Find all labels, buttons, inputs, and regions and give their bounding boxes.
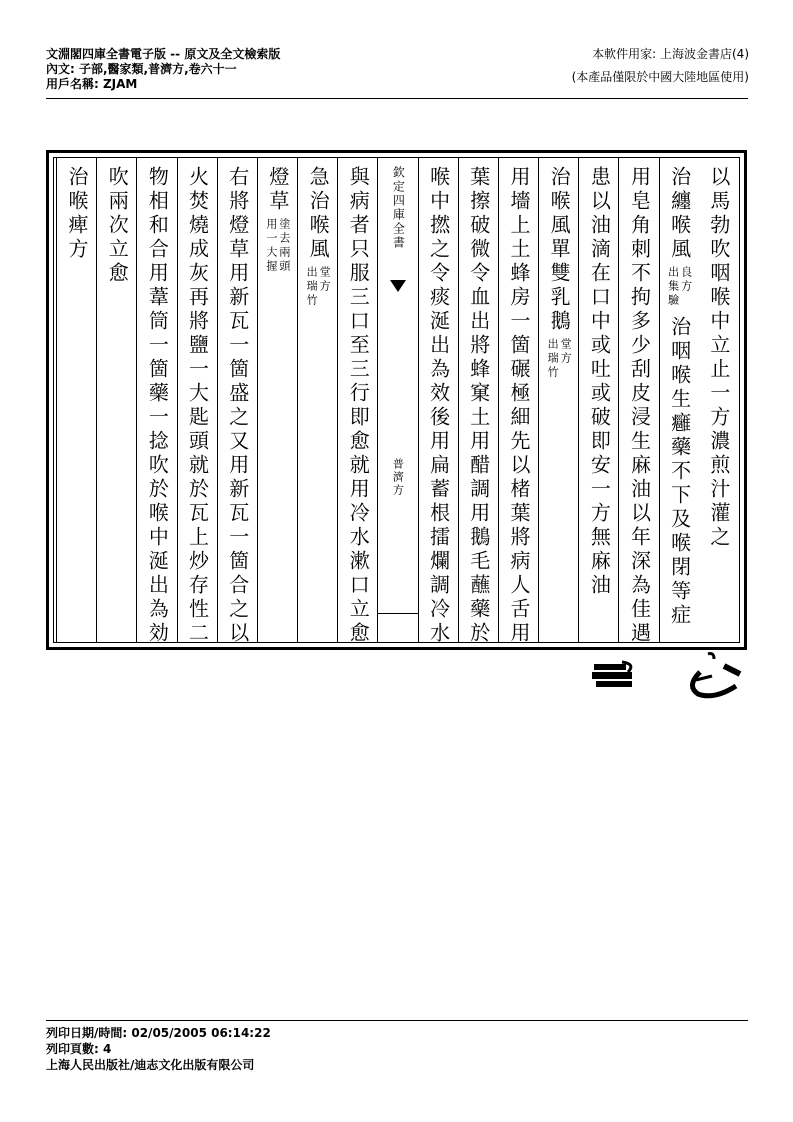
text-column	[538, 158, 578, 642]
header-rule	[46, 98, 748, 99]
column-text: 用墻上土蜂房一箇碾極細先以楮葉將病人舌用	[506, 166, 531, 646]
text-column	[418, 158, 458, 646]
header-region-notice: (本產品僅限於中國大陸地區使用)	[571, 70, 749, 84]
column-text-after: 治咽喉生癰藥不下及喉閉等症	[667, 316, 692, 628]
footer	[46, 1025, 271, 1073]
column-text: 火焚燒成灰再將鹽一大匙頭就於瓦上炒存性二	[185, 166, 210, 646]
annotation	[305, 266, 331, 308]
column-text: 吹兩次立愈	[105, 166, 130, 286]
header-right	[572, 47, 749, 85]
book-subtitle: 普濟方	[391, 458, 405, 497]
annotation-line: 塗去兩頭	[277, 218, 291, 274]
column-text: 右將燈草用新瓦一箇盛之又用新瓦一箇合之以	[225, 166, 250, 646]
text-column	[659, 158, 699, 642]
annotation-line: 堂方	[559, 338, 573, 366]
book-margin-column	[377, 158, 417, 642]
annotation-line: 良方	[679, 266, 693, 294]
column-text: 急治喉風	[306, 166, 331, 262]
seal-stamp-right	[684, 650, 746, 700]
annotation-line: 出集驗	[666, 266, 680, 308]
column-text: 以馬勃吹咽喉中立止一方濃煎汁灌之	[706, 166, 731, 550]
annotation-line: 堂方	[318, 266, 332, 294]
text-column	[337, 158, 377, 646]
header-content-path: 內文: 子部,醫家類,普濟方,卷六十一	[46, 62, 237, 76]
page-frame	[46, 150, 747, 650]
column-text: 患以油滴在口中或吐或破即安一方無麻油	[587, 166, 612, 598]
footer-publisher: 上海人民出版社/迪志文化出版有限公司	[46, 1058, 255, 1072]
seal-stamp-left	[592, 650, 638, 700]
column-text: 燈草	[265, 166, 290, 214]
text-column	[297, 158, 337, 642]
book-title: 欽定四庫全書	[391, 166, 406, 250]
text-column	[56, 158, 96, 642]
text-column	[498, 158, 538, 646]
text-column	[177, 158, 217, 646]
annotation	[546, 338, 572, 380]
column-text: 與病者只服三口至三行即愈就用冷水漱口立愈	[346, 166, 371, 646]
annotation-line: 用一大握	[264, 218, 278, 274]
text-column	[257, 158, 297, 642]
text-column	[96, 158, 136, 642]
column-text: 治喉風單雙乳鵝	[547, 166, 572, 334]
column-text: 喉中撚之令痰涎出為效後用扁蓄根擂爛調冷水	[426, 166, 451, 646]
text-column	[699, 158, 739, 642]
column-text: 物相和合用葦筒一箇藥一捻吹於喉中涎出為効	[145, 166, 170, 646]
column-text: 用皂角刺不拘多少刮皮浸生麻油以年深為佳遇	[627, 166, 652, 646]
margin-rule	[378, 613, 417, 614]
header-edition: 文淵閣四庫全書電子版 -- 原文及全文檢索版	[46, 47, 281, 61]
footer-rule	[46, 1020, 748, 1021]
annotation-line: 出瑞竹	[546, 338, 560, 380]
footer-page-count: 列印頁數: 4	[46, 1042, 112, 1056]
annotation-line: 出瑞竹	[305, 266, 319, 308]
fishtail-mark	[390, 280, 406, 292]
text-column	[458, 158, 498, 646]
header-user: 用戶名稱: ZJAM	[46, 77, 138, 91]
column-text: 葉擦破微令血出將蜂窠土用醋調用鵝毛蘸藥於	[466, 166, 491, 646]
text-column	[578, 158, 618, 642]
header-licensee: 本軟件用家: 上海波金書店(4)	[592, 47, 749, 61]
text-columns	[53, 157, 740, 646]
column-text: 治喉痺方	[65, 166, 90, 262]
footer-print-time: 列印日期/時間: 02/05/2005 06:14:22	[46, 1026, 271, 1040]
header-left	[46, 47, 280, 92]
text-column	[618, 158, 658, 646]
annotation	[265, 218, 291, 274]
text-column	[136, 158, 176, 646]
column-text: 治纏喉風	[667, 166, 692, 262]
annotation	[667, 266, 693, 308]
text-column	[217, 158, 257, 646]
